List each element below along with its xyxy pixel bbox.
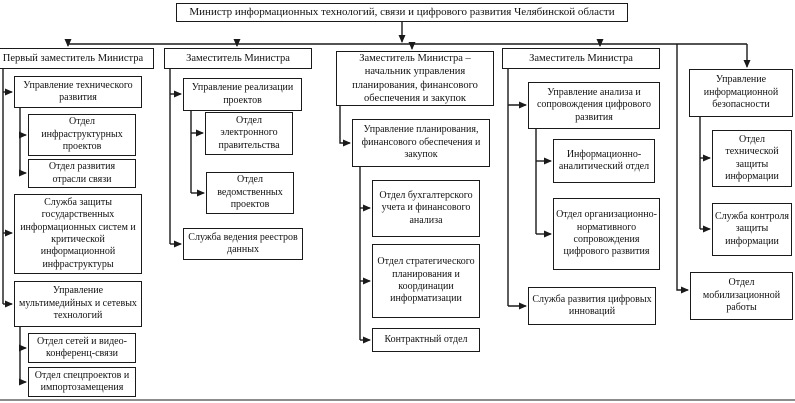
connector-arrow [677, 44, 688, 290]
box-networks-videoconference-dept: Отдел сетей и видео-конференц-связи [28, 333, 136, 363]
box-data-registries-service: Служба ведения реестров данных [183, 228, 303, 260]
box-communications-industry-dept: Отдел развития отрасли связи [28, 159, 136, 188]
box-contract-dept: Контрактный отдел [372, 328, 480, 352]
box-org-normative-support-dept: Отдел организационно-нормативного сопровождения цифрового развития [553, 198, 660, 270]
box-first-deputy-minister: Первый заместитель Министра [0, 48, 154, 69]
box-technical-development-directorate: Управление технического развития [14, 76, 142, 108]
box-infrastructure-projects-dept: Отдел инфраструктурных проектов [28, 114, 136, 156]
box-digital-development-analysis-directorate: Управление анализа и сопровождения цифрового развития [528, 82, 660, 129]
box-state-info-systems-protection-service: Служба защиты государственных информационных систем и критической информационной инфраструктуры [14, 194, 142, 274]
box-deputy-minister-digital: Заместитель Министра [502, 48, 660, 69]
box-deputy-minister-finance-head: Заместитель Министра – начальник управления планирования, финансового обеспечения и закупок [336, 51, 494, 106]
box-strategic-planning-informatization-dept: Отдел стратегического планирования и координации информатизации [372, 244, 480, 318]
connector-arrow [340, 106, 350, 143]
box-egovernment-dept: Отдел электронного правительства [205, 112, 293, 155]
box-information-security-directorate: Управление информационной безопасности [689, 69, 793, 117]
box-departmental-projects-dept: Отдел ведомственных проектов [206, 172, 294, 214]
page-bottom-edge [0, 399, 795, 401]
box-deputy-minister-projects: Заместитель Министра [164, 48, 312, 69]
box-info-protection-control-service: Служба контроля защиты информации [712, 203, 792, 256]
box-mobilization-work-dept: Отдел мобилизационной работы [690, 272, 793, 320]
box-planning-finance-procurement-directorate: Управление планирования, финансового обеспечения и закупок [352, 119, 490, 167]
box-minister: Министр информационных технологий, связи и цифрового развития Челябинской области [176, 3, 628, 22]
box-multimedia-network-directorate: Управление мультимедийных и сетевых технологий [14, 281, 142, 327]
box-info-analytics-dept: Информационно-аналитический отдел [553, 139, 655, 183]
box-technical-info-protection-dept: Отдел технической защиты информации [712, 130, 792, 187]
box-special-projects-import-substitution-dept: Отдел спецпроектов и импортозамещения [28, 367, 136, 397]
box-accounting-financial-analysis-dept: Отдел бухгалтерского учета и финансового анализа [372, 180, 480, 237]
box-project-implementation-directorate: Управление реализации проектов [183, 78, 302, 111]
box-digital-innovation-service: Служба развития цифровых инноваций [528, 287, 656, 325]
